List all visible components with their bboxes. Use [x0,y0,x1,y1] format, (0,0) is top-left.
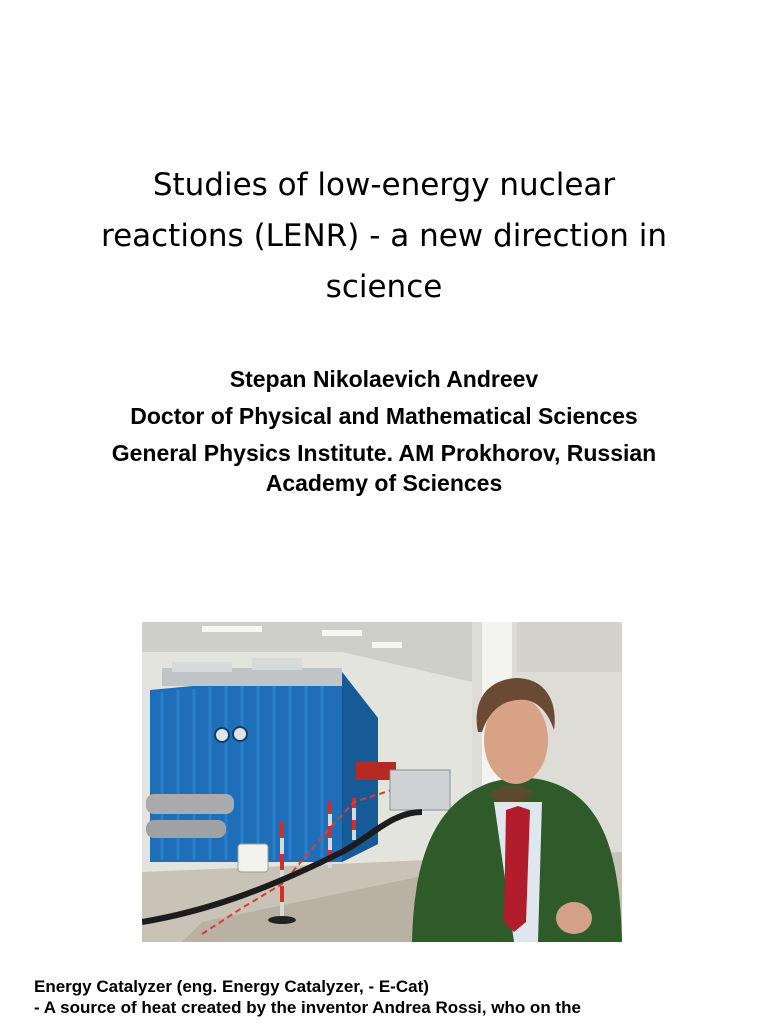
author-name: Stepan Nikolaevich Andreev [229,366,539,392]
author-degree: Doctor of Physical and Mathematical Sciences [130,403,638,429]
caption-line: - A source of heat created by the inventor Andrea Rossi, who on the [34,998,581,1017]
title-line: science [325,269,443,305]
author-block [40,364,728,505]
e-cat-photo [142,622,622,942]
affiliation-line: General Physics Institute. AM Prokhorov, Russian [111,440,657,466]
affiliation-line: Academy of Sciences [265,470,503,496]
photo-caption [34,976,754,1018]
slide-title [40,160,728,313]
author-affiliation [40,438,728,498]
caption-line: Energy Catalyzer (eng. Energy Catalyzer, - E-Cat) [34,977,429,996]
title-line: Studies of low-energy nuclear [152,167,616,203]
title-line: reactions (LENR) - a new direction in [101,218,667,254]
